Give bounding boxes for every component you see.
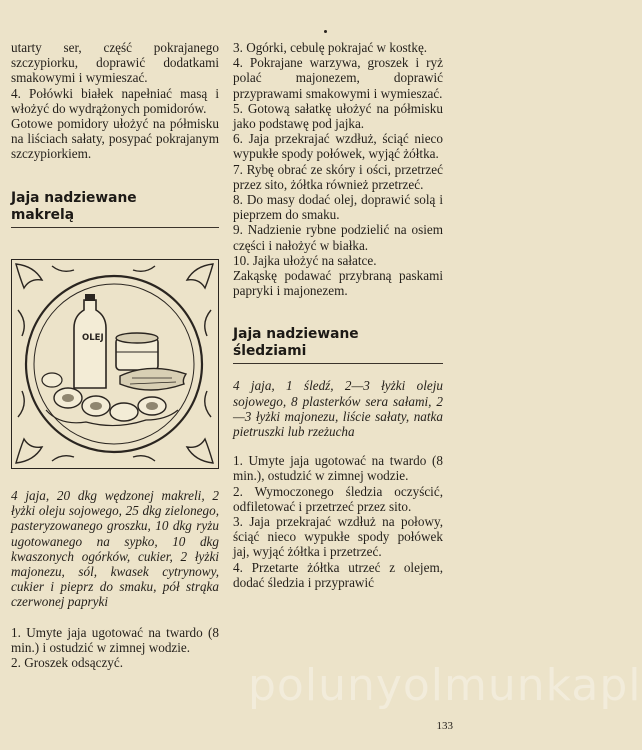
recipe-title — [233, 326, 443, 362]
heading-rule — [11, 227, 219, 228]
step: 2. Wymoczonego śledzia oczyścić, odfiletować i przetrzeć przez sito. — [233, 483, 443, 514]
step: 10. Jajka ułożyć na sałatce. — [233, 252, 377, 268]
page-number: 133 — [436, 720, 453, 732]
step: 1. Umyte jaja ugotować na twardo (8 min.), ostudzić w zimnej wodzie. — [233, 453, 443, 484]
recipe-title-line: Jaja nadziewane — [233, 326, 359, 343]
step: 2. Groszek odsączyć. — [11, 655, 124, 671]
recipe-title — [11, 190, 219, 226]
step: 9. Nadzienie rybne podzielić na osiem części i nałożyć w białka. — [233, 222, 443, 253]
intro-paragraph: Gotowe pomidory ułożyć na półmisku na liściach sałaty, posypać pokrajanym szczypiorkiem. — [11, 116, 219, 162]
step: 6. Jaja przekrajać wzdłuż, ściąć nieco wypukłe spody połówek, wyjąć żółtka. — [233, 131, 443, 162]
jar-label: OLEJ — [82, 333, 104, 343]
recipe-title-line: makrelą — [11, 206, 75, 223]
step: 8. Do masy dodać olej, doprawić solą i pieprzem do smaku. — [233, 192, 443, 223]
ingredients-list: 4 jaja, 1 śledź, 2—3 łyżki oleju sojowego, 8 plasterków sera sałami, 2—3 łyżki majonezu, liście sałaty, natka pietruszki lub rzeżucha — [233, 378, 443, 440]
illustration-frame — [11, 259, 219, 469]
intro-paragraph: utarty ser, część pokrajanego szczypiorku, doprawić dodatkami smakowymi i wymieszać. — [11, 40, 219, 86]
right-column — [233, 40, 443, 590]
watermark: polunyolmunkapl — [248, 660, 642, 711]
left-column — [11, 40, 219, 228]
step: 7. Rybę obrać ze skóry i ości, przetrzeć przez sito, żółtka również przetrzeć. — [233, 161, 443, 192]
recipe-title-line: śledziami — [233, 343, 307, 360]
step: 3. Jaja przekrajać wzdłuż na połowy, ściąć nieco wypukłe spody połówek jaj, wyjąć żółtka i przetrzeć. — [233, 514, 443, 560]
recipe-title-line: Jaja nadziewane — [11, 189, 137, 206]
intro-paragraph: 4. Połówki białek napełniać masą i włożyć do wydrążonych pomidorów. — [11, 85, 219, 116]
step: 4. Przetarte żółtka utrzeć z olejem, dodać śledzia i przyprawić — [233, 559, 443, 590]
eggs-mackerel-illustration — [12, 260, 217, 467]
step: 5. Gotową sałatkę ułożyć na półmisku jako podstawę pod jajka. — [233, 100, 443, 132]
step: 1. Umyte jaja ugotować na twardo (8 min.) i ostudzić w zimnej wodzie. — [11, 624, 219, 655]
serving-note: Zakąskę podawać przybraną paskami papryki i majonezem. — [233, 268, 443, 299]
left-column-lower — [11, 488, 219, 670]
ink-dot — [324, 30, 327, 33]
step: 4. Pokrajane warzywa, groszek i ryż polać majonezem, doprawić przyprawami smakowymi i wymieszać. — [233, 55, 443, 101]
ingredients-list: 4 jaja, 20 dkg wędzonej makreli, 2 łyżki oleju sojowego, 25 dkg zielonego, pasteryzowanego groszku, 10 dkg ryżu ugotowanego na sypko, 10 dkg kwaszonych ogórków, cukier, 2 łyżki majonezu, sól, kwasek cytrynowy, cukier i pieprz do smaku, pół strąka czerwonej papryki — [11, 488, 219, 610]
step: 3. Ogórki, cebulę pokrajać w kostkę. — [233, 40, 428, 55]
